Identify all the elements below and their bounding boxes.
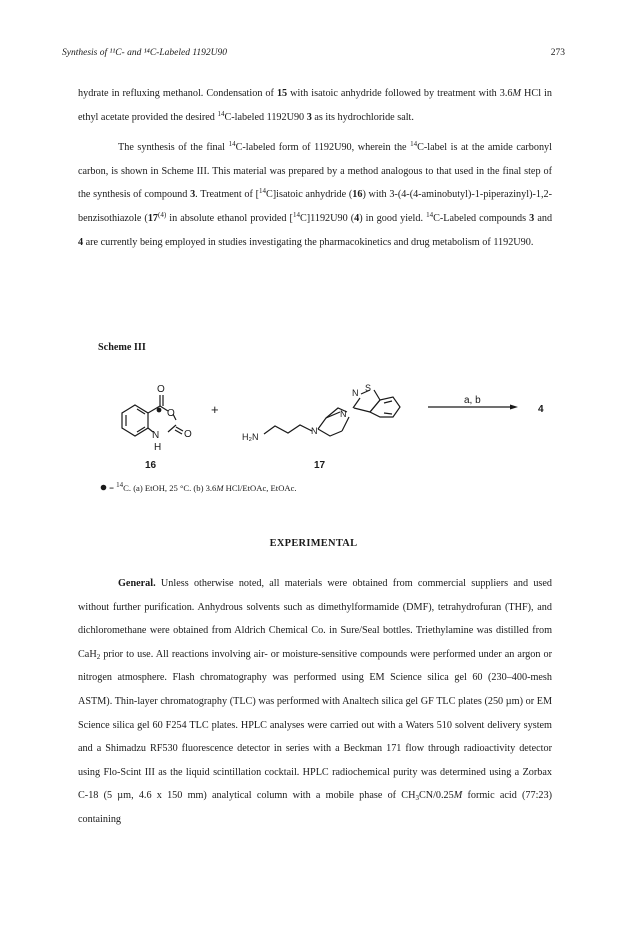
label-marker-dot bbox=[157, 408, 162, 413]
plus-sign: + bbox=[211, 402, 219, 417]
general-paragraph: General. Unless otherwise noted, all materials were obtained from commercial suppliers and used without further purification. Anhydrous solvents such as dimethylformamide (DMF), tetrahydrofuran (THF), and dichloromethane were obtained from Aldrich Chemical Co. in Sure/Seal bottles. Triethylamine was distilled from CaH$_2$ prior to use. All reactions involving air- or moisture-sensitive compounds were performed under an argon or nitrogen atmosphere. Flash chromatography was performed using EM Science silica gel 60 (230–400-mesh ASTM). Thin-layer chromatography (TLC) was performed with Analtech silica gel GF TLC plates (250 µm) or EM Science silica gel 60 F254 TLC plates. HPLC analyses were carried out with a Waters 510 solvent delivery system and a Shimadzu RF530 fluorescence detector in series with a Beckman 171 flow through radioactivity detector using Flo-Scint III as the liquid scintillation cocktail. HPLC radiochemical purity was determined using a Zorbax C-18 (5 µm, 4.6 x 150 mm) analytical column with a mobile phase of $CH_3CN/0.25M$ formic acid (77:23) containing bbox=[78, 578, 552, 825]
benzisothiazole-17 bbox=[353, 390, 400, 417]
experimental-section bbox=[78, 572, 552, 832]
running-title: Synthesis of ¹¹C- and ¹⁴C-Labeled 1192U90 bbox=[62, 48, 227, 58]
arrow-reagents-label: a, b bbox=[464, 395, 481, 406]
scheme-iii-diagram bbox=[0, 370, 627, 480]
intro-paragraphs bbox=[78, 82, 552, 254]
atom-ring-o: O bbox=[167, 408, 175, 419]
atom-carbonyl-o: O bbox=[157, 384, 165, 395]
running-head bbox=[62, 48, 565, 62]
scheme-footnote: = $^{14}$C. (a) EtOH, 25 °C. (b) 3.6M HCl/EtOAc, EtOAc. bbox=[100, 483, 297, 493]
atom-s: S bbox=[365, 383, 372, 393]
section-heading-experimental: EXPERIMENTAL bbox=[269, 538, 358, 549]
atom-exo-o: O bbox=[184, 429, 192, 440]
atom-n-thiazole: N bbox=[352, 388, 359, 398]
scheme-title: Scheme III bbox=[98, 342, 146, 353]
paragraph-2: The synthesis of the final $^{14}$C-labeled form of 1192U90, wherein the $^{14}$C-label is at the amide carbonyl carbon, is shown in Scheme III. This material was prepared by a method analogous to that used in the final step of the synthesis of compound 3. Treatment of [$^{14}$C]isatoic anhydride (16) with 3-(4-(4-aminobutyl)-1-piperazinyl)-1,2-benzisothiazole (17$^{(4)}$ in absolute ethanol provided [$^{14}$C]1192U90 (4) in good yield. $^{14}$C-Labeled compounds 3 and 4 are currently being employed in studies investigating the pharmacokinetics and drug metabolism of 1192U90. bbox=[78, 140, 553, 248]
benzene-ring-16 bbox=[122, 405, 148, 436]
atom-n: N bbox=[152, 430, 160, 441]
oxazinone-ring-16 bbox=[148, 395, 183, 434]
aminobutyl-chain-17 bbox=[264, 425, 312, 434]
paragraph-1: hydrate in refluxing methanol. Condensation of 15 with isatoic anhydride followed by treatment with 3.6M HCl in ethyl acetate provided the desired $^{14}$C-labeled 1192U90 3 as its hydrochloride salt. bbox=[78, 88, 552, 123]
compound-label-16: 16 bbox=[145, 460, 157, 471]
product-label: 4 bbox=[538, 404, 544, 415]
atom-h: H bbox=[154, 442, 162, 453]
dot-icon bbox=[100, 484, 107, 491]
atom-n-piperazine-1: N bbox=[311, 426, 318, 436]
atom-n-piperazine-2: N bbox=[340, 409, 347, 419]
page-number: 273 bbox=[550, 48, 565, 58]
atom-h2n: H₂N bbox=[242, 432, 259, 442]
compound-label-17: 17 bbox=[314, 460, 326, 471]
